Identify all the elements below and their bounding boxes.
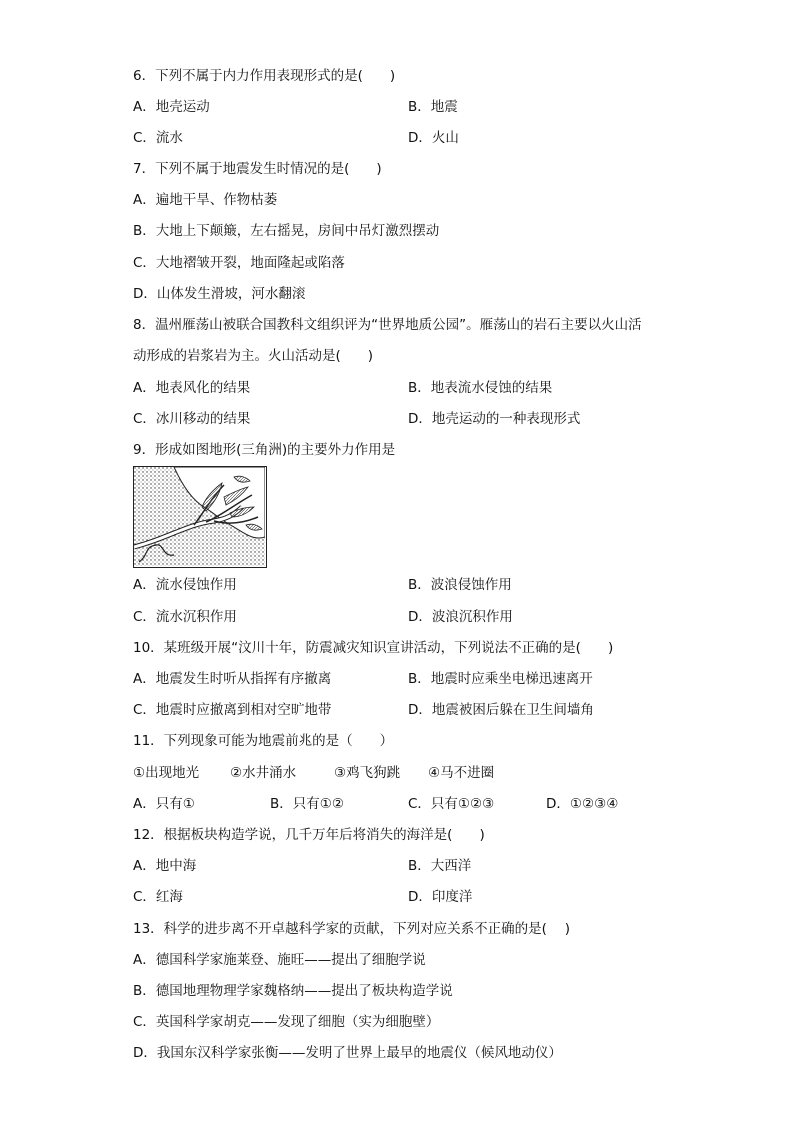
question-13-stem: 13．科学的进步离不开卓越科学家的贡献，下列对应关系不正确的是( ): [133, 921, 571, 937]
q7-option-a: A．遍地干旱、作物枯萎: [133, 192, 278, 208]
question-7-stem: 7．下列不属于地震发生时情况的是( ): [133, 161, 382, 177]
q11-item-3: ③鸡飞狗跳: [334, 765, 401, 781]
q10-option-b: B．地震时应乘坐电梯迅速离开: [408, 671, 593, 687]
q13-option-a: A．德国科学家施莱登、施旺——提出了细胞学说: [133, 952, 426, 968]
question-8-stem-line-1: 8．温州雁荡山被联合国教科文组织评为“世界地质公园”。雁荡山的岩石主要以火山活: [133, 317, 642, 333]
q6-option-d: D．火山: [408, 130, 459, 146]
q7-option-d: D．山体发生滑坡，河水翻滚: [133, 286, 306, 302]
question-9-stem: 9．形成如图地形(三角洲)的主要外力作用是: [133, 442, 396, 458]
question-6-stem: 6．下列不属于内力作用表现形式的是( ): [133, 68, 396, 84]
question-11-stem: 11．下列现象可能为地震前兆的是（ ）: [133, 733, 394, 749]
q11-option-a: A．只有①: [133, 796, 195, 812]
q12-option-b: B．大西洋: [408, 858, 472, 874]
question-12-stem: 12．根据板块构造学说，几千万年后将消失的海洋是( ): [133, 827, 485, 843]
q6-option-c: C．流水: [133, 130, 183, 146]
q13-option-c: C．英国科学家胡克——发现了细胞（实为细胞壁）: [133, 1014, 440, 1030]
q11-option-c: C．只有①②③: [408, 796, 495, 812]
q8-option-c: C．冰川移动的结果: [133, 411, 251, 427]
q11-option-b: B．只有①②: [270, 796, 344, 812]
q10-option-a: A．地震发生时听从指挥有序撤离: [133, 671, 332, 687]
delta-figure: [133, 466, 267, 568]
question-10-stem: 10．某班级开展“汶川十年，防震减灾知识宣讲活动，下列说法不正确的是( ): [133, 640, 614, 656]
q8-option-d: D．地壳运动的一种表现形式: [408, 411, 581, 427]
q6-option-a: A．地壳运动: [133, 99, 210, 115]
q10-option-c: C．地震时应撤离到相对空旷地带: [133, 702, 332, 718]
q12-option-d: D．印度洋: [408, 889, 473, 905]
q13-option-d: D．我国东汉科学家张衡——发明了世界上最早的地震仪（候风地动仪）: [133, 1045, 562, 1061]
q7-option-c: C．大地褶皱开裂，地面隆起或陷落: [133, 255, 345, 271]
q11-option-d: D．①②③④: [546, 796, 619, 812]
q11-item-4: ④马不进圈: [428, 765, 495, 781]
q8-option-a: A．地表风化的结果: [133, 380, 251, 396]
q6-option-b: B．地震: [408, 99, 458, 115]
delta-illustration: [134, 467, 265, 566]
q8-option-b: B．地表流水侵蚀的结果: [408, 380, 553, 396]
q12-option-a: A．地中海: [133, 858, 197, 874]
q10-option-d: D．地震被困后躲在卫生间墙角: [408, 702, 594, 718]
q9-option-c: C．流水沉积作用: [133, 609, 237, 625]
q7-option-b: B．大地上下颠簸，左右摇晃，房间中吊灯激烈摆动: [133, 223, 440, 239]
q9-option-a: A．流水侵蚀作用: [133, 577, 237, 593]
q9-option-b: B．波浪侵蚀作用: [408, 577, 512, 593]
q11-item-2: ②水井涌水: [230, 765, 297, 781]
q12-option-c: C．红海: [133, 889, 183, 905]
q13-option-b: B．德国地理物理学家魏格纳——提出了板块构造学说: [133, 983, 453, 999]
q11-item-1: ①出现地光: [133, 765, 200, 781]
q9-option-d: D．波浪沉积作用: [408, 609, 513, 625]
question-8-stem-line-2: 动形成的岩浆岩为主。火山活动是( ): [133, 348, 374, 364]
